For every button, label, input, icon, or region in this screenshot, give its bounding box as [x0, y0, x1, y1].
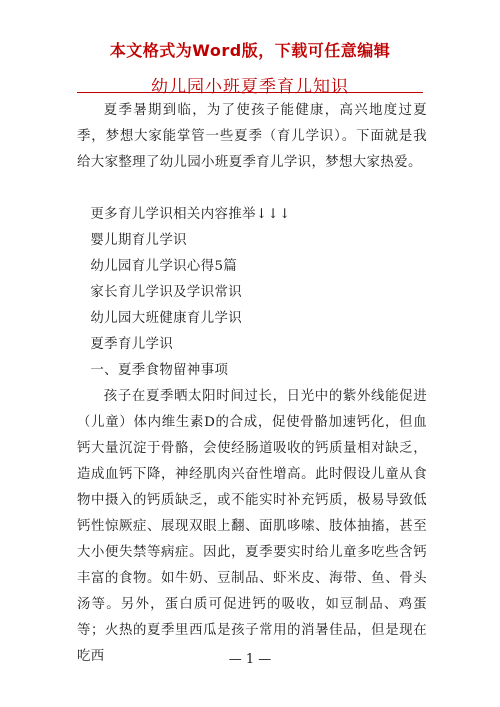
paragraph-spacer	[77, 176, 427, 202]
section-heading: 一、夏季食物留神事项	[90, 363, 229, 378]
related-link-item[interactable]: 幼儿园大班健康育儿学识	[90, 311, 243, 326]
section-paragraph: 孩子在夏季晒太阳时间过长，日光中的紫外线能促进（儿童）体内维生素D的合成，促使骨骼加速钙化，但血钙大量沉淀于骨骼，会使经肠道吸收的钙质量相对缺乏，造成血钙下降，神经肌肉兴奋性增高。此时假设儿童从食物中摄入的钙质缺乏，或不能实时补充钙质，极易导致低钙性惊厥症、展现双眼上翻、面肌哆嗦、肢体抽搐，甚至大小便失禁等病症。因此，夏季要实时给儿童多吃些含钙丰富的食物。如牛奶、豆制品、虾米皮、海带、鱼、骨头汤等。另外，蛋白质可促进钙的吸收，如豆制品、鸡蛋等；火热的夏季里西瓜是孩子常用的消暑佳品，但是现在吃西	[77, 389, 427, 664]
intro-paragraph: 夏季暑期到临，为了使孩子能健康，高兴地度过夏季，梦想大家能掌管一些夏季（育儿学识）。下面就是我给大家整理了幼儿园小班夏季育儿学识，梦想大家热爱。	[77, 103, 427, 170]
related-link-item[interactable]: 夏季育儿学识	[90, 337, 174, 352]
format-banner: 本文格式为Word版，下载可任意编辑	[109, 41, 391, 60]
document-body	[77, 98, 427, 670]
related-link-item[interactable]: 幼儿园育儿学识心得5篇	[90, 259, 238, 274]
related-links-header: 更多育儿学识相关内容推举↓↓↓	[90, 207, 291, 222]
related-link-item[interactable]: 家长育儿学识及学识常识	[90, 285, 243, 300]
title-divider	[77, 92, 423, 93]
document-title: 幼儿园小班夏季育儿知识	[151, 77, 349, 97]
related-link-item[interactable]: 婴儿期育儿学识	[90, 233, 187, 248]
page-number: — 1 —	[228, 652, 272, 667]
